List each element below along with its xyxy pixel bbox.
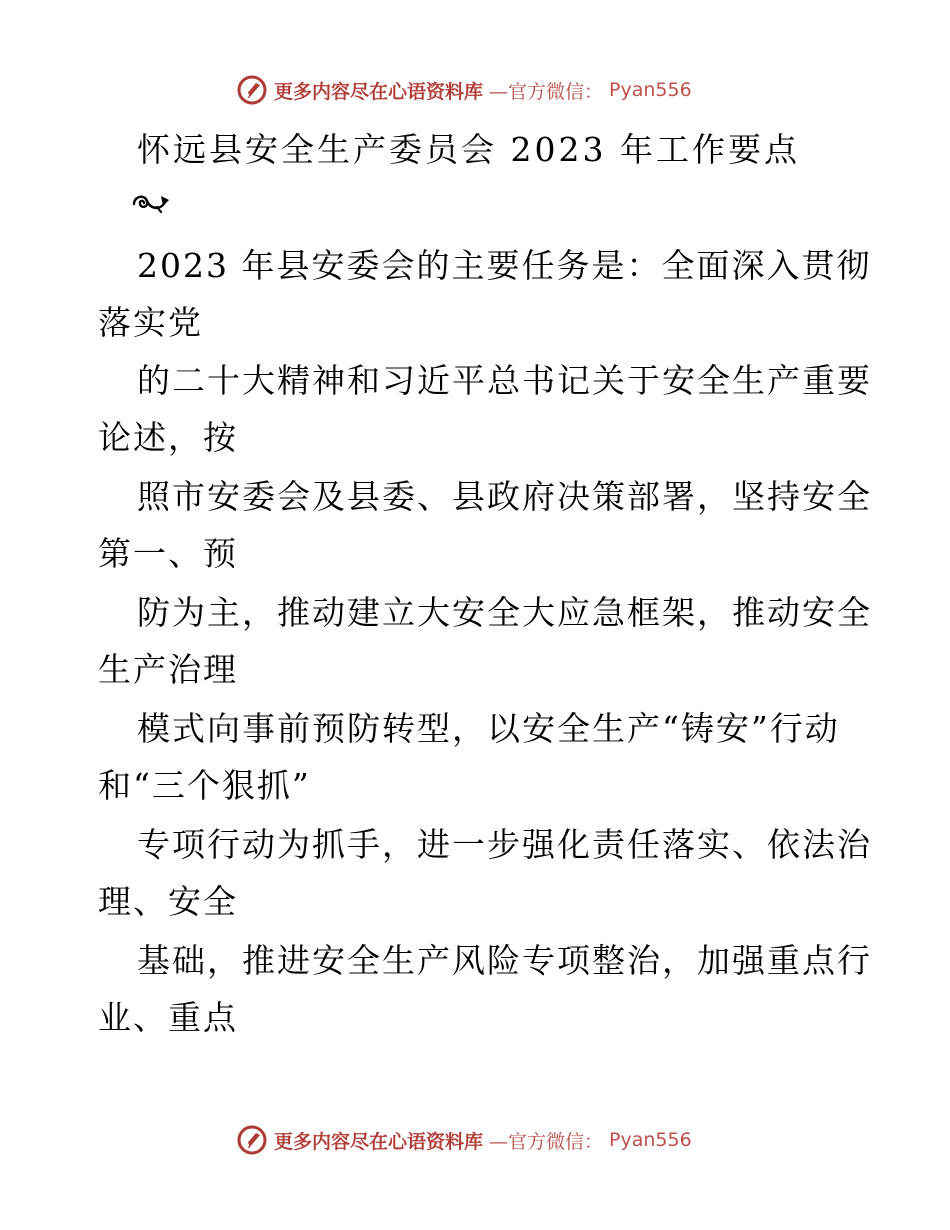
body-line: 业、重点 — [98, 998, 238, 1037]
banner-wechat-label: —官方微信： — [489, 1130, 604, 1153]
body-line: 2023 年县安委会的主要任务是：全面深入贯彻 — [137, 246, 872, 285]
header-banner[interactable] — [236, 72, 692, 108]
banner-title: 更多内容尽在心语资料库 — [274, 80, 484, 103]
body-line: 论述，按 — [98, 418, 238, 457]
banner-wechat-id: Pyan556 — [609, 1129, 692, 1151]
banner-wechat-label: —官方微信： — [489, 80, 604, 103]
body-line: 生产治理 — [98, 650, 238, 689]
banner-title: 更多内容尽在心语资料库 — [274, 1130, 484, 1153]
body-line: 防为主，推动建立大安全大应急框架，推动安全 — [137, 593, 872, 632]
body-line: 专项行动为抓手，进一步强化责任落实、依法治 — [137, 825, 872, 864]
body-line: 理、安全 — [98, 882, 238, 921]
banner-wechat-id: Pyan556 — [609, 79, 692, 101]
document-title: 怀远县安全生产委员会 2023 年工作要点 — [137, 130, 800, 169]
body-line: 基础，推进安全生产风险专项整治，加强重点行 — [137, 941, 872, 980]
swirl-ornament-icon — [131, 190, 173, 216]
footer-banner[interactable] — [236, 1122, 692, 1158]
body-line: 照市安委会及县委、县政府决策部署，坚持安全 — [137, 477, 872, 516]
body-line: 落实党 — [98, 303, 203, 342]
body-line: 的二十大精神和习近平总书记关于安全生产重要 — [137, 361, 872, 400]
body-line: 和“三个狠抓” — [98, 766, 311, 805]
logo-icon — [236, 1124, 268, 1156]
body-line: 第一、预 — [98, 534, 238, 573]
body-line: 模式向事前预防转型，以安全生产“铸安”行动 — [137, 709, 840, 748]
logo-icon — [236, 74, 268, 106]
